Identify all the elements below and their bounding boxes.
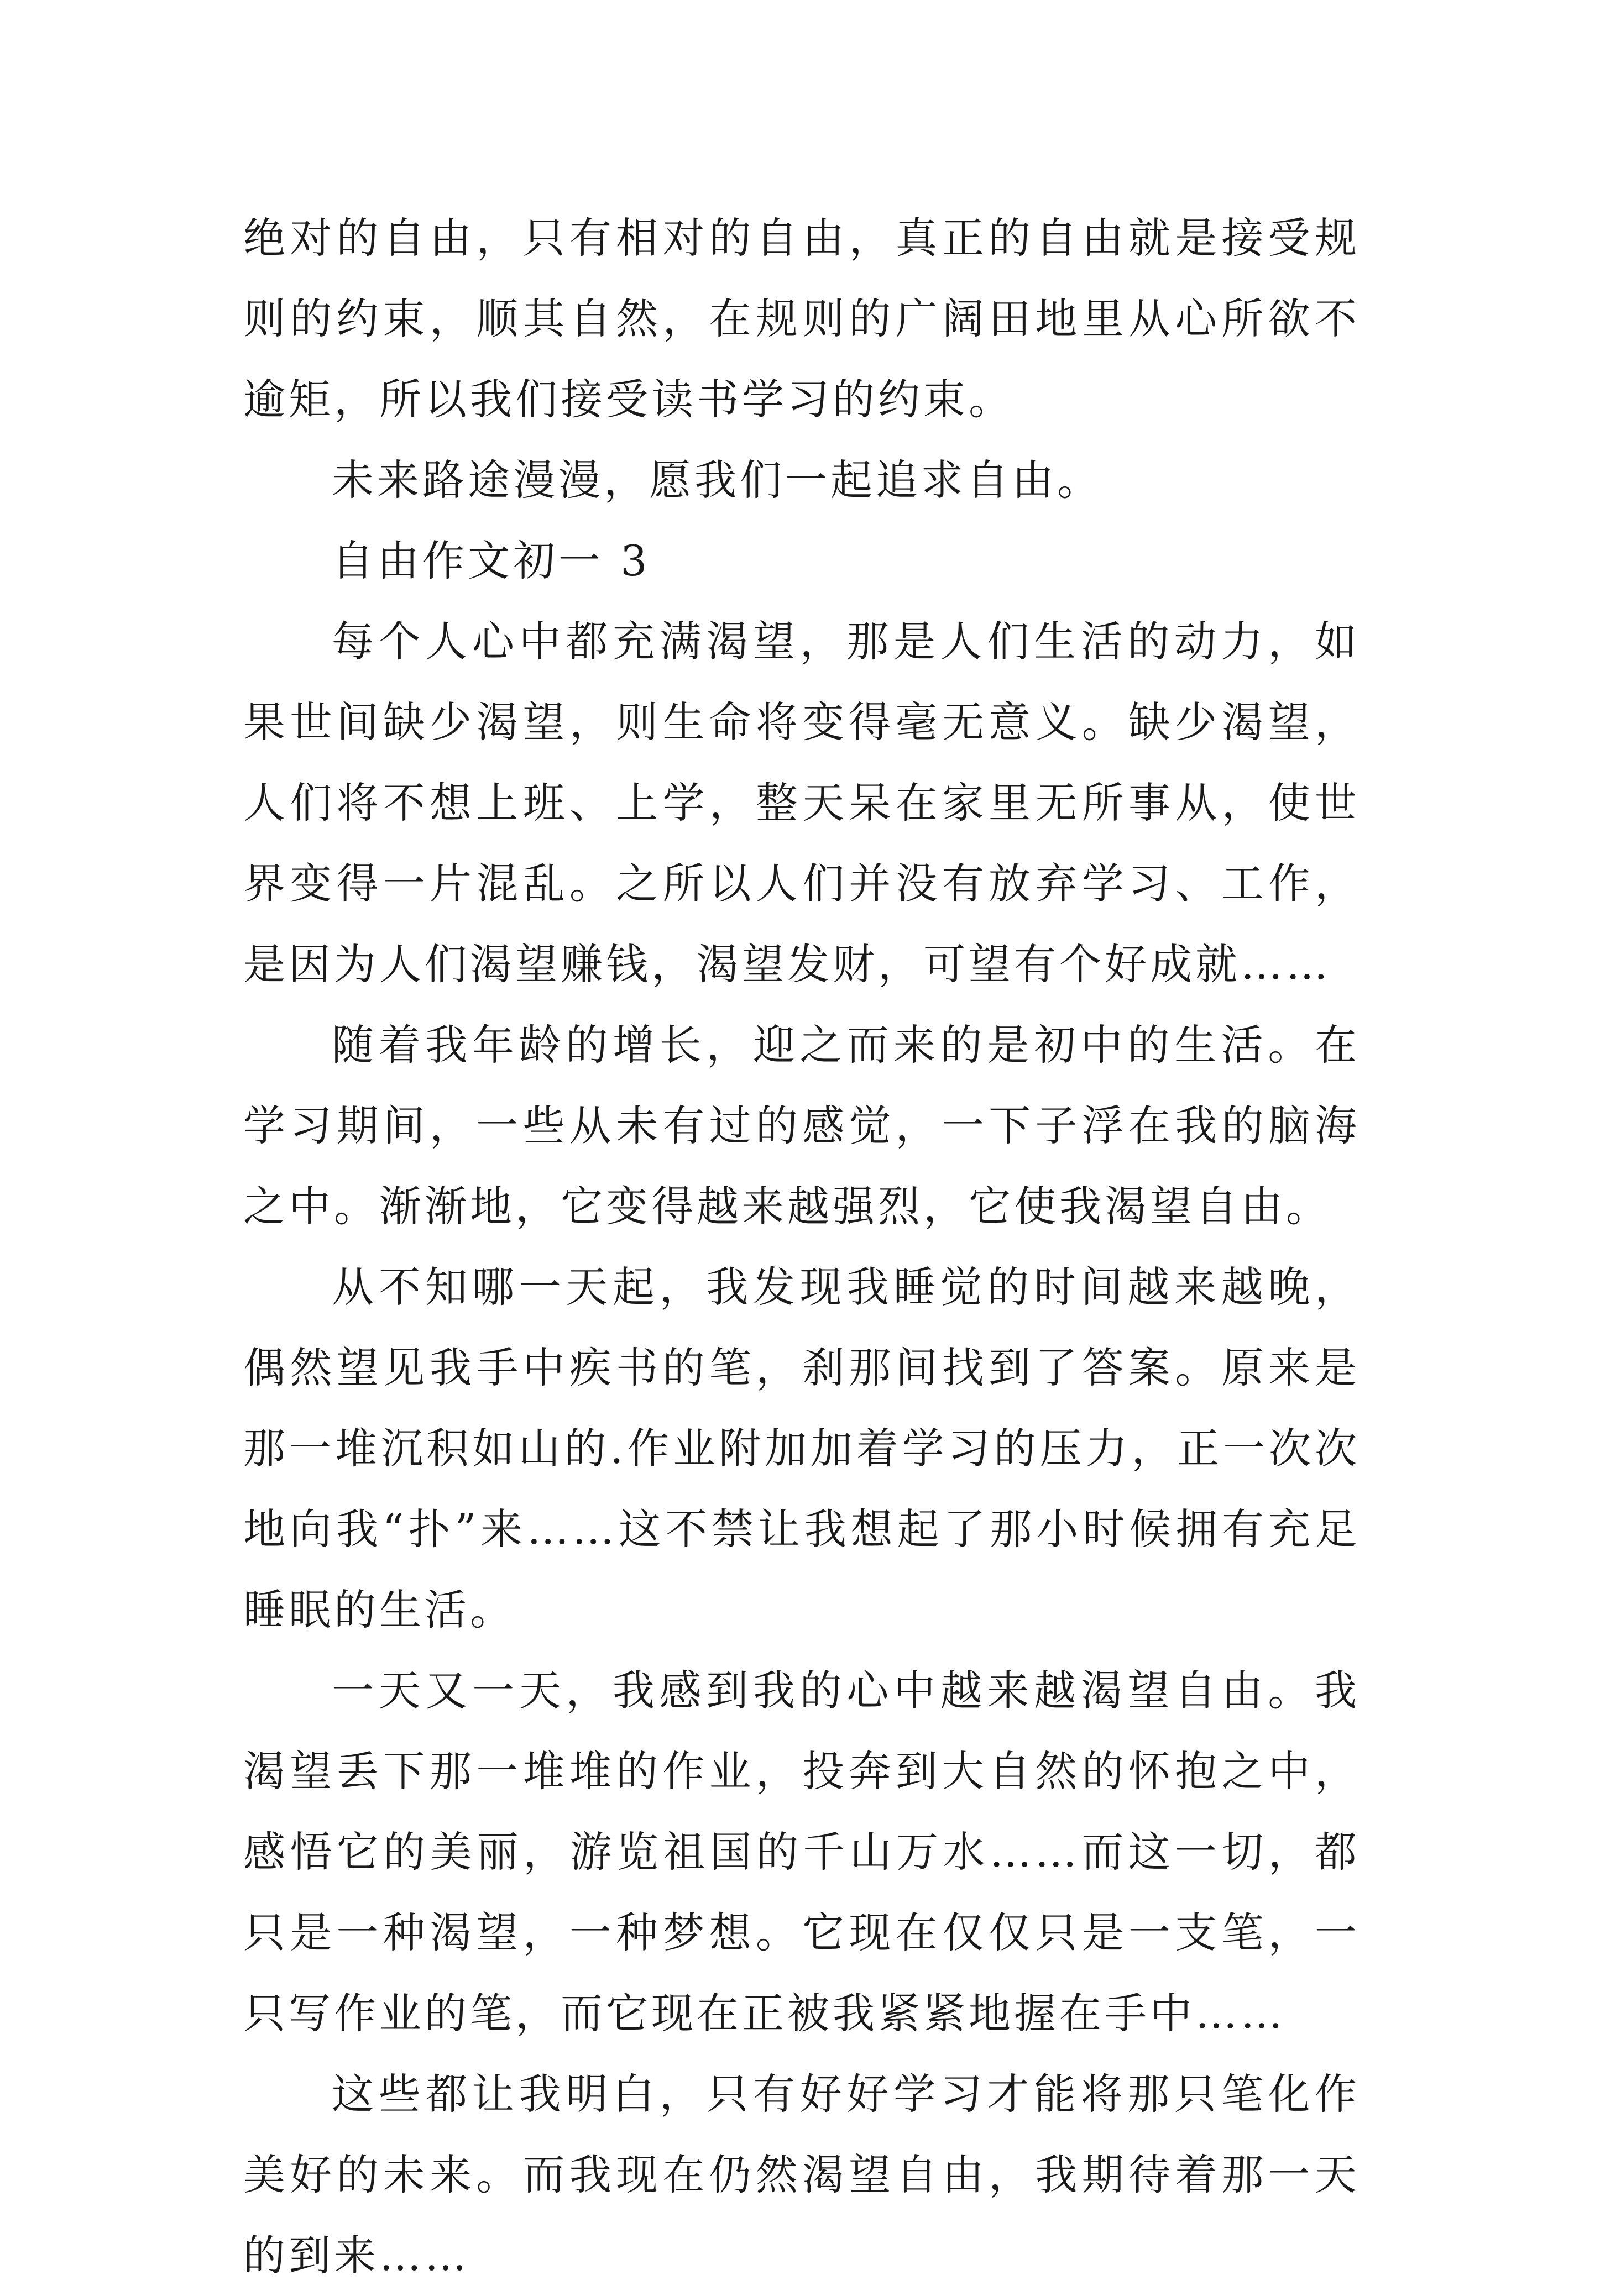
- document-body: [243, 198, 1360, 2296]
- paragraph: 每个人心中都充满渴望，那是人们生活的动力，如果世间缺少渴望，则生命将变得毫无意义。缺少渴望，人们将不想上班、上学，整天呆在家里无所事从，使世界变得一片混乱。之所以人们并没有放弃学习、工作，是因为人们渴望赚钱，渴望发财，可望有个好成就……: [243, 617, 1360, 989]
- paragraph: 从不知哪一天起，我发现我睡觉的时间越来越晚，偶然望见我手中疾书的笔，刹那间找到了答案。原来是那一堆沉积如山的.作业附加加着学习的压力，正一次次地向我“扑”来……这不禁让我想起了那小时候拥有充足睡眠的生活。: [243, 1262, 1360, 1634]
- paragraph: 这些都让我明白，只有好好学习才能将那只笔化作美好的未来。而我现在仍然渴望自由，我期待着那一天的到来……: [243, 2069, 1360, 2280]
- paragraph: 随着我年龄的增长，迎之而来的是初中的生活。在学习期间，一些从未有过的感觉，一下子浮在我的脑海之中。渐渐地，它变得越来越强烈，它使我渴望自由。: [243, 1020, 1360, 1231]
- section-heading: 自由作文初一 3: [332, 536, 651, 585]
- paragraph: 一天又一天，我感到我的心中越来越渴望自由。我渴望丢下那一堆堆的作业，投奔到大自然的怀抱之中，感悟它的美丽，游览祖国的千山万水……而这一切，都只是一种渴望，一种梦想。它现在仅仅只是一支笔，一只写作业的笔，而它现在正被我紧紧地握在手中……: [243, 1666, 1360, 2038]
- paragraph-closing-line: 未来路途漫漫，愿我们一起追求自由。: [332, 455, 1102, 505]
- paragraph-continuation: 绝对的自由，只有相对的自由，真正的自由就是接受规则的约束，顺其自然，在规则的广阔田地里从心所欲不逾矩，所以我们接受读书学习的约束。: [243, 213, 1360, 424]
